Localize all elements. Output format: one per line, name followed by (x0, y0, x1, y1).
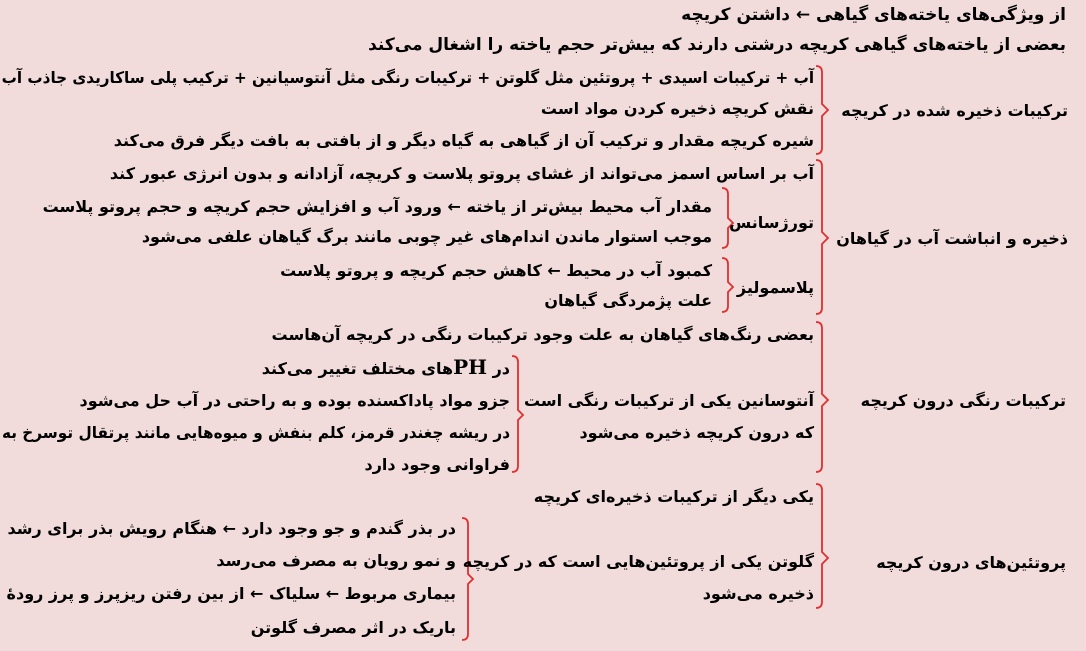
intro-line-1: از ویژگی‌های یاخته‌های گیاهی ← داشتن کریچه (681, 5, 1066, 25)
antho-detail-1: جزو مواد پاداکسنده بوده و به راحتی در آب حل می‌شود (79, 391, 510, 410)
s1-title: ترکیبات ذخیره شده در کریچه (841, 101, 1068, 120)
bracket-plasmo (722, 258, 733, 312)
plasmo-item-2: علت پژمردگی گیاهان (544, 291, 712, 310)
gluten-line-1: گلوتن یکی از پروتئین‌هایی است که در کریچه (462, 552, 814, 571)
ph-prefix: در (492, 359, 510, 378)
ph-line (262, 356, 510, 380)
antho-line-2: که درون کریچه ذخیره می‌شود (579, 423, 814, 442)
bracket-s2 (816, 160, 828, 314)
antho-detail-2: در ریشه چغندر قرمز، کلم بنفش و میوه‌هایی مانند پرتقال توسرخ به (1, 423, 510, 442)
turgor-item-1: مقدار آب محیط بیش‌تر از یاخته ← ورود آب و افزایش حجم کریچه و حجم پروتو پلاست (42, 197, 712, 216)
antho-line-1: آنتوسانین یکی از ترکیبات رنگی است (523, 391, 814, 410)
plasmo-label: پلاسمولیز (736, 278, 814, 297)
s1-item-3: شیره کریچه مقدار و ترکیب آن از گیاهی به گیاه دیگر و از بافتی به بافت دیگر فرق می‌کند (113, 131, 814, 150)
s1-item-2: نقش کریچه ذخیره کردن مواد است (540, 99, 814, 118)
turgor-label: تورژسانس (729, 213, 814, 232)
bracket-s3 (816, 322, 828, 472)
bracket-antho (512, 356, 523, 472)
gluten-detail-2: و نمو رویان به مصرف می‌رسد (216, 551, 456, 570)
ph-term: PH (453, 355, 487, 379)
bracket-s4 (816, 484, 828, 608)
s2-item: آب بر اساس اسمز می‌تواند از غشای پروتو پلاست و کریچه، آزادانه و بدون انرژی عبور کند (109, 164, 814, 183)
gluten-detail-1: در بذر گندم و جو وجود دارد ← هنگام رویش بذر برای رشد (7, 519, 456, 538)
s3-title: ترکیبات رنگی درون کریچه (860, 391, 1066, 410)
antho-detail-3: فراوانی وجود دارد (364, 455, 510, 474)
bracket-gluten (462, 518, 473, 640)
turgor-item-2: موجب استوار ماندن اندام‌های غیر چوبی مانند برگ گیاهان علفی می‌شود (141, 227, 712, 246)
plasmo-item-1: کمبود آب در محیط ← کاهش حجم کریچه و پروتو پلاست (280, 261, 712, 280)
intro-line-2: بعضی از یاخته‌های گیاهی کریچه درشتی دارند که بیش‌تر حجم یاخته را اشغال می‌کند (368, 35, 1066, 55)
ph-suffix: های مختلف تغییر می‌کند (261, 359, 454, 378)
bracket-s1 (816, 66, 828, 154)
gluten-detail-4: باریک در اثر مصرف گلوتن (250, 618, 456, 637)
s3-item: بعضی رنگ‌های گیاهان به علت وجود ترکیبات رنگی در کریچه آن‌هاست (271, 325, 814, 344)
gluten-detail-3: بیماری مربوط ← سلیاک ← از بین رفتن ریزپرز و پرز رودهٔ (6, 584, 456, 603)
s4-item: یکی دیگر از ترکیبات ذخیره‌ای کریچه (533, 487, 814, 506)
gluten-line-2: ذخیره می‌شود (702, 584, 814, 603)
s2-title: ذخیره و انباشت آب در گیاهان (836, 229, 1068, 248)
s1-item-1: آب + ترکیبات اسیدی + پروتئین مثل گلوتن + ترکیبات رنگی مثل آنتوسیانین + ترکیب پلی ساکاریدی جاذب آب (1, 68, 814, 87)
s4-title: پروتئین‌های درون کریچه (876, 553, 1066, 572)
